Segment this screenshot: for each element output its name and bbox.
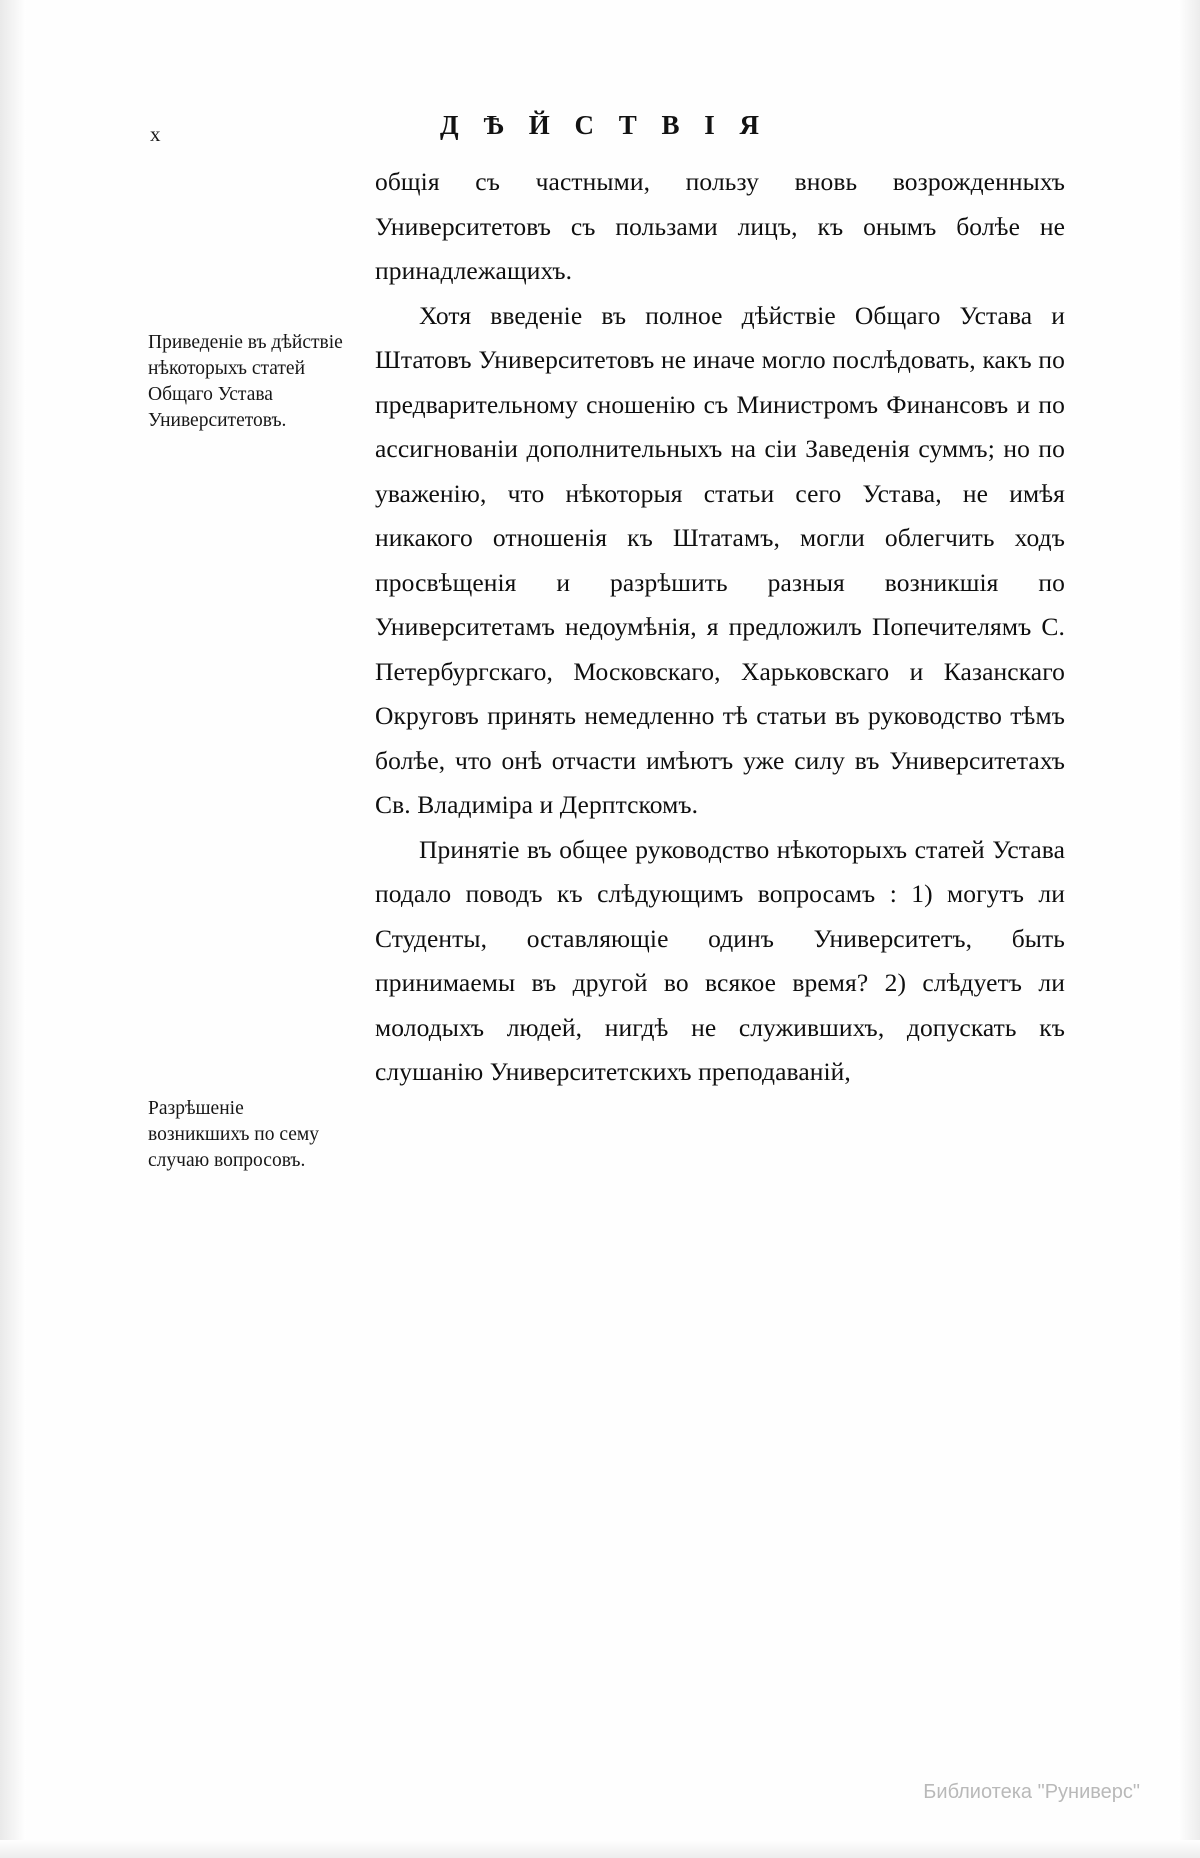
library-watermark: Библиотека "Руниверс" <box>923 1781 1140 1803</box>
marginal-note: Приведеніе въ дѣйствіе нѣкоторыхъ статей Общаго Устава Университетовъ. <box>148 332 343 431</box>
scan-edge-left <box>0 0 26 1858</box>
marginal-note: Разрѣшеніе возникшихъ по сему случаю вопросовъ. <box>148 1098 319 1171</box>
paragraph: Принятіе въ общее руководство нѣкоторыхъ статей Устава подало поводъ къ слѣдующимъ вопросамъ : 1) могутъ ли Студенты, оставляющіе одинъ Университетъ, быть принимаемы въ другой во всякое время? 2) слѣдуетъ ли молодыхъ людей, нигдѣ не служившихъ, допускать къ слушанію Университетскихъ преподаваній, <box>375 834 1065 1086</box>
body-text-column <box>375 160 1065 1095</box>
paragraph: общія съ частными, пользу вновь возрожденныхъ Университетовъ съ пользами лицъ, къ онымъ болѣе не принадлежащихъ. <box>375 167 1065 285</box>
page-folio-number: x <box>150 122 161 146</box>
scan-edge-right <box>1178 0 1200 1858</box>
running-head: Д Ѣ Й С Т В І Я <box>440 110 768 140</box>
scan-edge-bottom <box>0 1840 1200 1858</box>
paragraph: Хотя введеніе въ полное дѣйствіе Общаго Устава и Штатовъ Университетовъ не иначе могло послѣдовать, какъ по предварительному сношенію съ Министромъ Финансовъ и по ассигнованіи дополнительныхъ на сіи Заведенія суммъ; но по уваженію, что нѣкоторыя статьи сего Устава, не имѣя никакого отношенія къ Штатамъ, могли облегчить ходъ просвѣщенія и разрѣшить разныя возникшія по Университетамъ недоумѣнія, я предложилъ Попечителямъ С. Петербургскаго, Московскаго, Харьковскаго и Казанскаго Округовъ принять немедленно тѣ статьи въ руководство тѣмъ болѣе, что онѣ отчасти имѣютъ уже силу въ Университетахъ Св. Владиміра и Дерптскомъ. <box>375 300 1065 819</box>
